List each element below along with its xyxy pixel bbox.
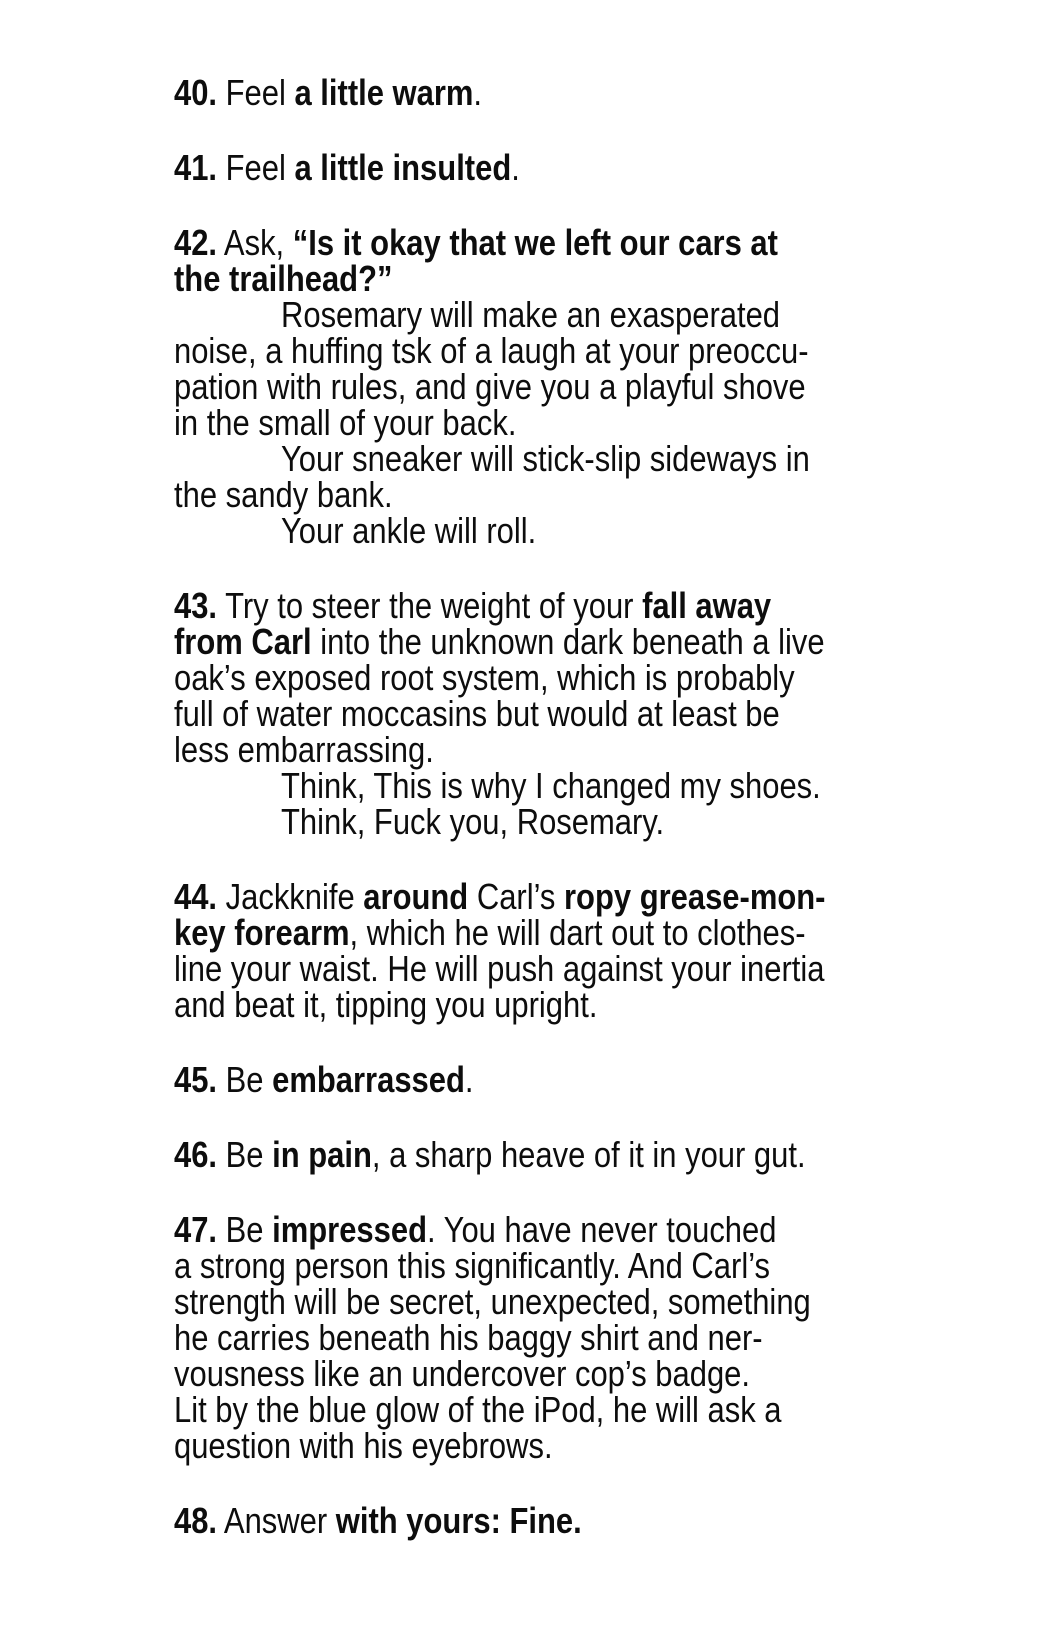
text-segment: the sandy bank. bbox=[174, 474, 393, 515]
bold-text-segment: a little insulted bbox=[294, 147, 512, 188]
bold-text-segment: 41. bbox=[174, 147, 218, 188]
text-segment: pation with rules, and give you a playful shove bbox=[174, 366, 806, 407]
text-segment: oak’s exposed root system, which is probably bbox=[174, 657, 795, 698]
text-line bbox=[174, 330, 809, 371]
bold-text-segment: with yours: Fine. bbox=[335, 1500, 582, 1541]
text-line bbox=[174, 1389, 785, 1430]
text-segment: Be bbox=[217, 1209, 273, 1250]
bold-text-segment: 40. bbox=[174, 72, 218, 113]
text-line bbox=[174, 222, 785, 263]
text-segment: Answer bbox=[217, 1500, 336, 1541]
text-line bbox=[174, 912, 806, 953]
text-segment: strength will be secret, unexpected, something bbox=[174, 1281, 811, 1322]
text-segment: full of water moccasins but would at least be bbox=[174, 693, 780, 734]
text-line bbox=[174, 1281, 811, 1322]
text-segment: Feel bbox=[217, 72, 295, 113]
text-segment: into the unknown dark beneath a live bbox=[311, 621, 825, 662]
text-segment: , which he will dart out to clothes- bbox=[349, 912, 806, 953]
text-line bbox=[174, 621, 825, 662]
item-44 bbox=[174, 876, 884, 1025]
item-46 bbox=[174, 1134, 884, 1175]
text-line bbox=[174, 1245, 785, 1286]
bold-text-segment: fall away bbox=[642, 585, 772, 626]
bold-text-segment: around bbox=[363, 876, 469, 917]
text-segment: a strong person this significantly. And Carl’s bbox=[174, 1245, 771, 1286]
bold-text-segment: 44. bbox=[174, 876, 218, 917]
bold-text-segment: from Carl bbox=[174, 621, 312, 662]
text-segment: Feel bbox=[217, 147, 295, 188]
text-segment: Jackknife bbox=[217, 876, 364, 917]
text-segment: Your ankle will roll. bbox=[281, 510, 537, 551]
text-line bbox=[281, 438, 810, 479]
bold-text-segment: 42. bbox=[174, 222, 218, 263]
text-line bbox=[174, 1353, 785, 1394]
text-segment: . bbox=[464, 1059, 474, 1100]
bold-text-segment: 43. bbox=[174, 585, 218, 626]
text-segment: Be bbox=[217, 1059, 273, 1100]
text-line bbox=[174, 258, 785, 299]
bold-text-segment: 48. bbox=[174, 1500, 218, 1541]
text-line bbox=[174, 1425, 785, 1466]
text-line bbox=[174, 693, 785, 734]
text-line bbox=[174, 402, 785, 443]
text-segment: Think, Fuck you, Rosemary. bbox=[281, 801, 665, 842]
text-line bbox=[174, 1209, 785, 1250]
item-45 bbox=[174, 1059, 884, 1100]
text-line bbox=[174, 729, 785, 770]
text-line bbox=[174, 585, 785, 626]
text-line bbox=[174, 72, 785, 113]
text-line bbox=[174, 984, 785, 1025]
text-line bbox=[174, 1500, 785, 1541]
bold-text-segment: impressed bbox=[272, 1209, 428, 1250]
text-line bbox=[174, 1059, 785, 1100]
text-segment: Be bbox=[217, 1134, 273, 1175]
text-line bbox=[174, 474, 785, 515]
text-segment: in the small of your back. bbox=[174, 402, 517, 443]
text-line bbox=[281, 801, 800, 842]
text-segment: Ask, bbox=[217, 222, 293, 263]
bold-text-segment: ropy grease-mon- bbox=[563, 876, 826, 917]
bold-text-segment: “Is it okay that we left our cars at bbox=[292, 222, 778, 263]
text-line bbox=[174, 657, 795, 698]
bold-text-segment: a little warm bbox=[294, 72, 474, 113]
text-line bbox=[281, 765, 821, 806]
bold-text-segment: the trailhead?” bbox=[174, 258, 393, 299]
text-line bbox=[281, 510, 800, 551]
text-line bbox=[174, 366, 806, 407]
text-segment: less embarrassing. bbox=[174, 729, 434, 770]
item-41 bbox=[174, 147, 884, 188]
text-line bbox=[174, 1317, 785, 1358]
item-47 bbox=[174, 1209, 884, 1466]
text-segment: line your waist. He will push against your inertia bbox=[174, 948, 825, 989]
item-40 bbox=[174, 72, 884, 113]
bold-text-segment: 47. bbox=[174, 1209, 218, 1250]
text-line bbox=[281, 294, 800, 335]
item-42 bbox=[174, 222, 884, 551]
text-segment: vousness like an undercover cop’s badge. bbox=[174, 1353, 750, 1394]
text-line bbox=[174, 876, 826, 917]
text-segment: Rosemary will make an exasperated bbox=[281, 294, 781, 335]
bold-text-segment: key forearm bbox=[174, 912, 350, 953]
text-segment: , a sharp heave of it in your gut. bbox=[371, 1134, 806, 1175]
text-segment: Lit by the blue glow of the iPod, he will ask a bbox=[174, 1389, 782, 1430]
text-segment: noise, a huffing tsk of a laugh at your preoccu- bbox=[174, 330, 809, 371]
document-body bbox=[174, 72, 884, 1541]
bold-text-segment: 45. bbox=[174, 1059, 218, 1100]
text-segment: . bbox=[511, 147, 520, 188]
text-segment: he carries beneath his baggy shirt and ner- bbox=[174, 1317, 763, 1358]
bold-text-segment: in pain bbox=[272, 1134, 372, 1175]
text-segment: . You have never touched bbox=[427, 1209, 777, 1250]
bold-text-segment: 46. bbox=[174, 1134, 218, 1175]
item-43 bbox=[174, 585, 884, 842]
item-48 bbox=[174, 1500, 884, 1541]
text-segment: Try to steer the weight of your bbox=[217, 585, 643, 626]
text-segment: question with his eyebrows. bbox=[174, 1425, 553, 1466]
text-line bbox=[174, 1134, 806, 1175]
text-segment: . bbox=[473, 72, 483, 113]
text-segment: Carl’s bbox=[468, 876, 564, 917]
text-line bbox=[174, 147, 785, 188]
text-segment: Your sneaker will stick-slip sideways in bbox=[281, 438, 810, 479]
text-segment: and beat it, tipping you upright. bbox=[174, 984, 598, 1025]
text-segment: Think, This is why I changed my shoes. bbox=[281, 765, 821, 806]
text-line bbox=[174, 948, 825, 989]
bold-text-segment: embarrassed bbox=[272, 1059, 465, 1100]
